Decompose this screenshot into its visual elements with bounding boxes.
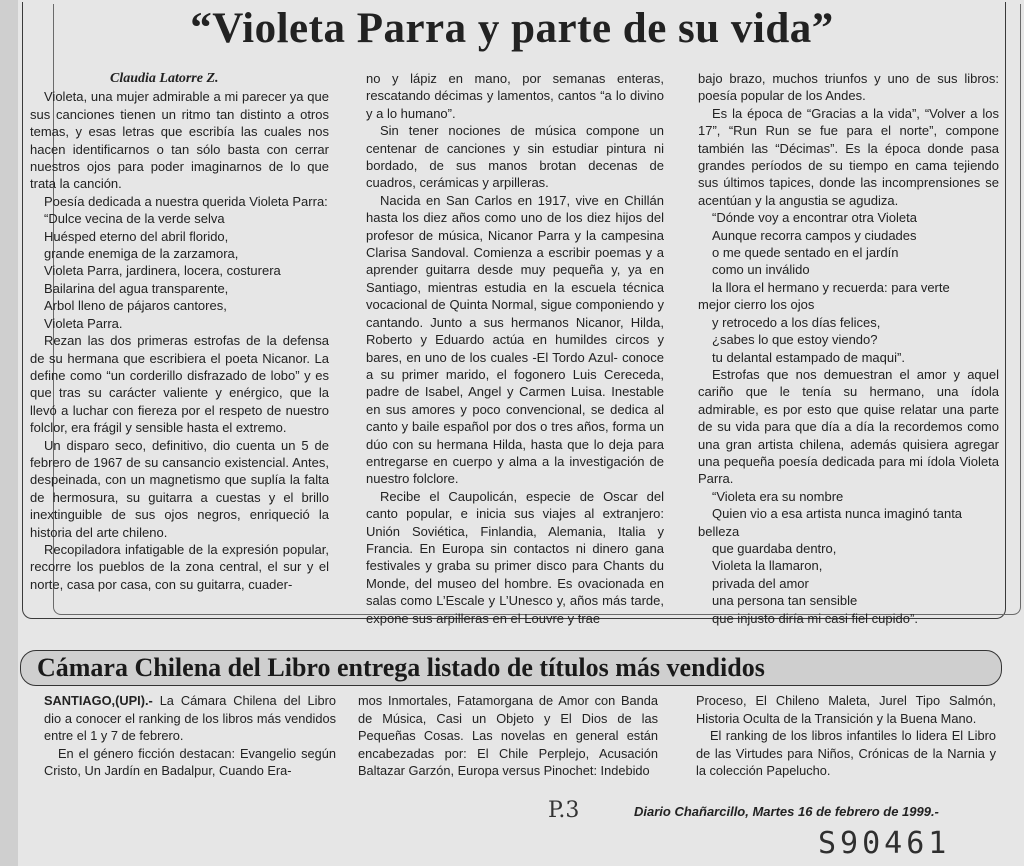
source-footer: Diario Chañarcillo, Martes 16 de febrero de 1999.- (634, 804, 939, 819)
verse-line: Aunque recorra campos y ciudades (712, 227, 917, 243)
paragraph: Sin tener nociones de música compone un centenar de canciones y sin estudiar pintura ni bordado, de sus manos brotan decenas de cuadros, cerámicas y arpilleras. (366, 123, 664, 191)
paragraph: Proceso, El Chileno Maleta, Jurel Tipo Salmón, Historia Oculta de la Transición y la Buena Mano. (696, 693, 996, 726)
paragraph: no y lápiz en mano, por semanas enteras, rescatando décimas y lamentos, cantos “a lo divino y a lo humano”. (366, 71, 664, 121)
verse-line: Violeta Parra. (44, 315, 123, 331)
verse-line: Huésped eterno del abril florido, (44, 228, 229, 244)
verse-line: Violeta Parra, jardinera, locera, costurera (44, 263, 281, 279)
paragraph: Estrofas que nos demuestran el amor y aquel cariño que le tenía su hermano, una ídola admirable, es por esto que quise relatar una parte de su vida para que día a día la recordemos como una gran artista chilena, además quisiera agregar una pequeña poesía dedicada para mi ídola Violeta Parra. (698, 366, 999, 487)
article2-title: Cámara Chilena del Libro entrega listado de títulos más vendidos (37, 653, 765, 682)
verse-line: tu delantal estampado de maqui”. (712, 349, 905, 365)
verse-line: Arbol lleno de pájaros cantores, (44, 298, 227, 314)
article-column-3 (698, 70, 999, 627)
verse-line: “Violeta era su nombre (712, 488, 844, 504)
article2-column-3 (696, 692, 996, 780)
paragraph: Recibe el Caupolicán, especie de Oscar del canto popular, e inicia sus viajes al extranjero: Unión Soviética, Finlandia, Alemania, Italia y Francia. En Europa sin contactos ni dinero gana festivales y graba su primer disco para Chants du Monde, del museo del hombre. Es ovacionada en salas como L’Escale y L’Unesco y, años más tarde, expone sus arpilleras en el Louvre y trae (366, 488, 664, 626)
paragraph (44, 692, 336, 745)
verse-line: Bailarina del agua transparente, (44, 280, 229, 296)
handwritten-page-note: P.3 (548, 798, 580, 823)
verse-line: Quien vio a esa artista nunca imaginó tanta (712, 506, 963, 522)
verse-line: o me quede sentado en el jardín (712, 245, 899, 261)
verse-line: privada del amor (712, 575, 809, 591)
verse-line: “Dónde voy a encontrar otra Violeta (712, 210, 917, 226)
verse-line: grande enemiga de la zarzamora, (44, 246, 239, 262)
verse-line: una persona tan sensible (712, 593, 858, 609)
paragraph: Rezan las dos primeras estrofas de la defensa de su hermana que escribiera el poeta Nicanor. La define como “un corderillo disfrazado de lobo” y es que tras su carácter valiente y enérgico, que la llevó a luchar con fiereza por el respeto de nuestro folclor, era frágil y sensible hasta el extremo. (30, 333, 329, 436)
verse-line: que injusto diría mi casi fiel cupido”. (712, 610, 918, 626)
verse-line: “Dulce vecina de la verde selva (44, 211, 225, 227)
paragraph: mos Inmortales, Fatamorgana de Amor con Banda de Música, Casi un Objeto y El Dios de las Pequeñas Cosas. Las novelas en general están encabezadas por: El Chile Perplejo, Acusación Baltazar Garzón, Europa versus Pinochet: Indebido (358, 693, 658, 779)
verse-line: y retrocedo a los días felices, (712, 314, 881, 330)
byline: Claudia Latorre Z. (110, 71, 219, 86)
paragraph: Es la época de “Gracias a la vida”, “Volver a los 17”, “Run Run se fue para el norte”, compone también las “Décimas”. Es la época donde pasa grandes períodos de su tiempo en cama tejiendo sus últimos tapices, donde las incomprensiones se acentúan y la angustia se agudiza. (698, 105, 999, 208)
verse-line: que guardaba dentro, (712, 540, 837, 556)
verse-line: como un inválido (712, 262, 810, 278)
article2-column-1 (44, 692, 336, 780)
paragraph: El ranking de los libros infantiles lo lidera El Libro de las Virtudes para Niños, Crónicas de la Narnia y la colección Papelucho. (696, 728, 996, 779)
article-column-1 (30, 70, 329, 593)
paragraph: Nacida en San Carlos en 1917, vive en Chillán hasta los diez años como uno de los diez hijos del profesor de música, Nicanor Parra y la campesina Clarisa Sandoval. Comienza a escribir poemas y a aprender guitarra desde muy pequeña y, ya en Santiago, mientras estudia en la escuela técnica vocacional de Quinta Normal, sigue componiendo y cantando. Junto a sus hermanos Nicanor, Hilda, Roberto y Eduardo actúa en humildes circos y bares, en uno de los cuales -El Tordo Azul- conoce a su primer marido, el fogonero Luis Cereceda, padre de Isabel, Angel y Carmen Luisa. Inestable en sus amores y poco convencional, se dedica al canto y baile español por dos o tres años, forma un dúo con su hermana Hilda, hasta que lo deja para entregarse en cuerpo y alma a la investigación de nuestro folclore. (366, 192, 664, 487)
paragraph: bajo brazo, muchos triunfos y uno de sus libros: poesía popular de los Andes. (698, 71, 999, 104)
headline-banner (20, 650, 1002, 686)
paragraph: Recopiladora infatigable de la expresión popular, recorre los pueblos de la zona central, el sur y el norte, casa por casa, con su guitarra, cuader- (30, 541, 329, 592)
dateline: SANTIAGO,(UPI).- (44, 693, 153, 708)
paragraph: Violeta, una mujer admirable a mi parecer ya que sus canciones tienen un ritmo tan distinto a otros temas, y esas letras que escribía las cuales nos hacen identificarnos o tan sólo basta con cerrar nuestros ojos para poder imaginarnos de lo que trata la canción. (30, 89, 329, 192)
verse-line: ¿sabes lo que estoy viendo? (712, 332, 878, 348)
scan-left-edge (0, 0, 18, 866)
handwritten-archive-code: S90461 (818, 826, 951, 861)
lead-text: La Cámara Chilena del Libro dio a conocer el ranking de los libros más vendidos entre el 1 y 7 de febrero. (44, 693, 336, 744)
verse-line: la llora el hermano y recuerda: para verte (712, 279, 950, 295)
article-title: “Violeta Parra y parte de su vida” (190, 5, 834, 52)
paragraph: Poesía dedicada a nuestra querida Violeta Parra: (44, 193, 328, 209)
paragraph: belleza (698, 523, 740, 539)
paragraph: mejor cierro los ojos (698, 297, 815, 313)
paragraph: Un disparo seco, definitivo, dio cuenta un 5 de febrero de 1967 de su cansancio existencial. Antes, despeinada, con un magnetismo que suplía la falta de hermosura, su guitarra a cuestas y el brillo inextinguible de sus ojos negros, enriqueció la historia del arte chileno. (30, 437, 329, 540)
article-column-2 (366, 70, 664, 627)
article2-column-2 (358, 692, 658, 780)
verse-line: Violeta la llamaron, (712, 558, 823, 574)
paragraph: En el género ficción destacan: Evangelio según Cristo, Un Jardín en Badalpur, Cuando Era- (44, 745, 336, 779)
